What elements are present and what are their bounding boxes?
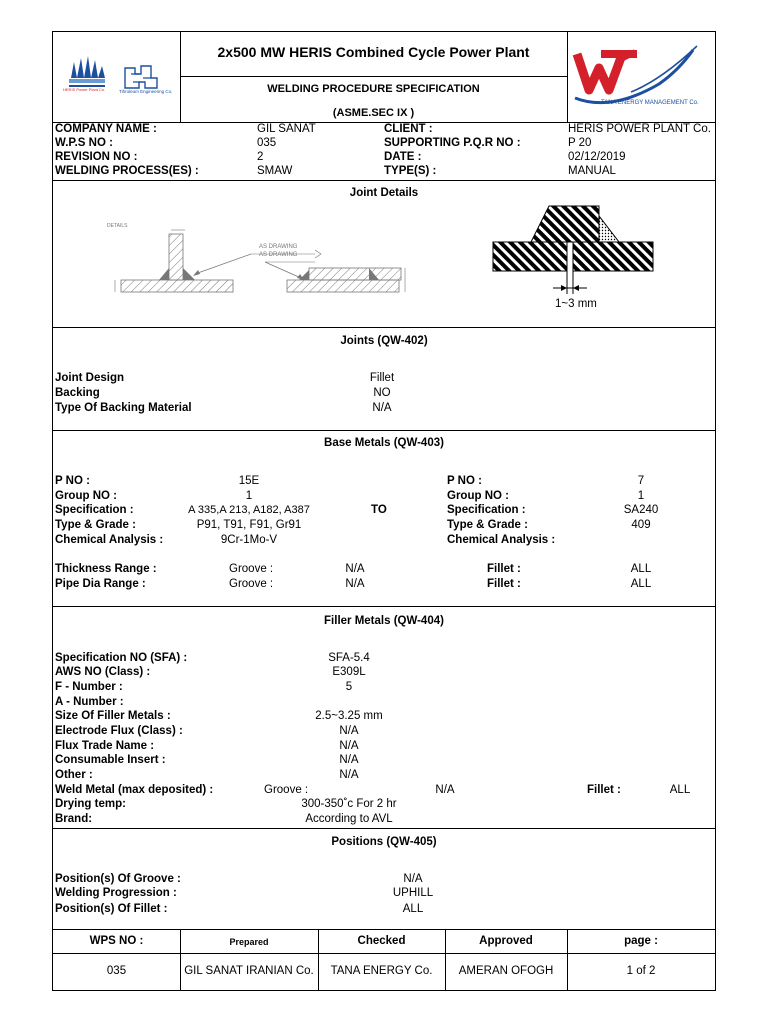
filler-label-insert: Consumable Insert : — [55, 754, 166, 766]
sketch-details-label: DETAILS — [107, 223, 128, 229]
footer-header-prepared: Prepared — [229, 937, 269, 947]
as-drawing-label-1: AS DRAWING — [259, 244, 298, 250]
footer-header-wps: WPS NO : — [89, 935, 144, 947]
fillet-position-value: ALL — [402, 903, 424, 915]
weld-metal-label: Weld Metal (max deposited) : — [55, 784, 214, 796]
filler-label-size: Size Of Filler Metals : — [55, 710, 171, 722]
filler-label-other: Other : — [55, 769, 93, 781]
filler-value-spec: SFA-5.4 — [328, 652, 370, 664]
client-label: CLIENT : — [384, 123, 433, 135]
bm-left-grade: P91, T91, F91, Gr91 — [196, 519, 302, 531]
brand-value: According to AVL — [305, 813, 393, 825]
weld-metal-groove-label: Groove : — [264, 784, 309, 796]
backing-material-value: N/A — [372, 402, 392, 414]
bm-right-label-group: Group NO : — [447, 490, 509, 502]
pipe-groove-label: Groove : — [229, 578, 274, 590]
fillet-position-label: Position(s) Of Fillet : — [55, 903, 168, 915]
as-drawing-label-2: AS DRAWING — [259, 252, 298, 258]
bm-right-grade: 409 — [631, 519, 651, 531]
company-name-label: COMPANY NAME : — [55, 123, 157, 135]
bm-left-label-pno: P NO : — [55, 475, 90, 487]
bm-right-label-chem: Chemical Analysis : — [447, 534, 556, 546]
footer-value-prepared: GIL SANAT IRANIAN Co. — [184, 965, 314, 977]
pqr-label: SUPPORTING P.Q.R NO : — [384, 137, 521, 149]
thickness-groove-label: Groove : — [229, 563, 274, 575]
base-metals-title: Base Metals (QW-403) — [324, 437, 444, 449]
filler-value-flux: N/A — [339, 725, 359, 737]
type-label: TYPE(S) : — [384, 165, 437, 177]
bm-left-chem: 9Cr-1Mo-V — [220, 534, 278, 546]
date-label: DATE : — [384, 151, 422, 163]
heris-logo-caption: HERIS Power Plant Co. — [63, 87, 106, 92]
weld-metal-fillet-label: Fillet : — [587, 784, 621, 796]
bm-right-label-spec: Specification : — [447, 504, 526, 516]
company-name-value: GIL SANAT — [257, 123, 316, 135]
filler-label-anumber: A - Number : — [55, 696, 124, 708]
footer-header-page: page : — [624, 935, 658, 947]
footer-header-checked: Checked — [357, 935, 406, 947]
footer-value-approved: AMERAN OFOGH — [458, 965, 554, 977]
groove-position-value: N/A — [403, 873, 423, 885]
progression-label: Welding Progression : — [55, 887, 177, 899]
document-type: WELDING PROCEDURE SPECIFICATION — [267, 83, 480, 95]
groove-position-label: Position(s) Of Groove : — [55, 873, 181, 885]
filler-value-fnumber: 5 — [345, 681, 353, 693]
joint-sketch — [101, 220, 411, 300]
drying-temp-label: Drying temp: — [55, 798, 126, 810]
filler-label-trade: Flux Trade Name : — [55, 740, 155, 752]
thickness-range-label: Thickness Range : — [55, 563, 157, 575]
footer-value-page: 1 of 2 — [626, 965, 656, 977]
filler-value-insert: N/A — [339, 754, 359, 766]
bm-left-label-grade: Type & Grade : — [55, 519, 136, 531]
tana-logo-caption: TANA ENERGY MANAGEMENT Co. — [601, 100, 699, 106]
bm-left-label-chem: Chemical Analysis : — [55, 534, 164, 546]
pipe-dia-label: Pipe Dia Range : — [55, 578, 146, 590]
plant-title: 2x500 MW HERIS Combined Cycle Power Plant — [217, 44, 530, 60]
wps-no-value: 035 — [257, 137, 277, 149]
backing-value: NO — [373, 387, 391, 399]
bm-left-group: 1 — [245, 490, 253, 502]
filler-value-aws: E309L — [332, 666, 366, 678]
bm-left-label-group: Group NO : — [55, 490, 117, 502]
pipe-fillet-label: Fillet : — [487, 578, 521, 590]
bm-right-spec: SA240 — [623, 504, 659, 516]
joints-title: Joints (QW-402) — [340, 335, 428, 347]
bm-left-spec: A 335,A 213, A182, A387 — [188, 504, 310, 516]
positions-title: Positions (QW-405) — [331, 836, 437, 848]
filler-value-size: 2.5~3.25 mm — [315, 710, 383, 722]
bm-right-label-grade: Type & Grade : — [447, 519, 528, 531]
filler-metals-title: Filler Metals (QW-404) — [324, 615, 444, 627]
document-code: (ASME.SEC IX ) — [332, 107, 415, 119]
joint-design-label: Joint Design — [55, 372, 125, 384]
joint-details-title: Joint Details — [349, 187, 419, 199]
progression-value: UPHILL — [392, 887, 434, 899]
bm-right-label-pno: P NO : — [447, 475, 482, 487]
date-value: 02/12/2019 — [568, 151, 626, 163]
drying-temp-value: 300-350˚c For 2 hr — [301, 798, 397, 810]
weld-metal-fillet-value: ALL — [669, 784, 691, 796]
process-value: SMAW — [257, 165, 293, 177]
pqr-value: P 20 — [568, 137, 592, 149]
type-value: MANUAL — [568, 165, 616, 177]
pipe-fillet-value: ALL — [630, 578, 652, 590]
bm-left-label-spec: Specification : — [55, 504, 134, 516]
weld-metal-groove-value: N/A — [435, 784, 455, 796]
bm-left-pno: 15E — [238, 475, 260, 487]
wps-document — [52, 31, 716, 991]
revision-label: REVISION NO : — [55, 151, 138, 163]
joint-design-value: Fillet — [369, 372, 395, 384]
client-value: HERIS POWER PLANT Co. — [568, 123, 711, 135]
thickness-fillet-value: ALL — [630, 563, 652, 575]
footer-value-checked: TANA ENERGY Co. — [330, 965, 433, 977]
throleum-logo — [121, 62, 161, 92]
filler-value-trade: N/A — [339, 740, 359, 752]
filler-label-spec: Specification NO (SFA) : — [55, 652, 188, 664]
bm-right-group: 1 — [637, 490, 645, 502]
backing-label: Backing — [55, 387, 100, 399]
process-label: WELDING PROCESS(ES) : — [55, 165, 199, 177]
throleum-logo-caption: Tihroleum Engineering Co. — [119, 89, 173, 94]
revision-value: 2 — [257, 151, 264, 163]
backing-material-label: Type Of Backing Material — [55, 402, 192, 414]
thickness-fillet-label: Fillet : — [487, 563, 521, 575]
filler-label-fnumber: F - Number : — [55, 681, 123, 693]
footer-header-approved: Approved — [479, 935, 533, 947]
pipe-groove-value: N/A — [345, 578, 365, 590]
filler-label-aws: AWS NO (Class) : — [55, 666, 151, 678]
filler-value-other: N/A — [339, 769, 359, 781]
root-gap-label: 1~3 mm — [555, 298, 597, 310]
thickness-groove-value: N/A — [345, 563, 365, 575]
butt-joint-section — [487, 202, 657, 308]
brand-label: Brand: — [55, 813, 93, 825]
footer-value-wps: 035 — [106, 965, 127, 977]
bm-to-label: TO — [371, 504, 387, 516]
filler-label-flux: Electrode Flux (Class) : — [55, 725, 183, 737]
wps-no-label: W.P.S NO : — [55, 137, 113, 149]
bm-right-pno: 7 — [637, 475, 645, 487]
